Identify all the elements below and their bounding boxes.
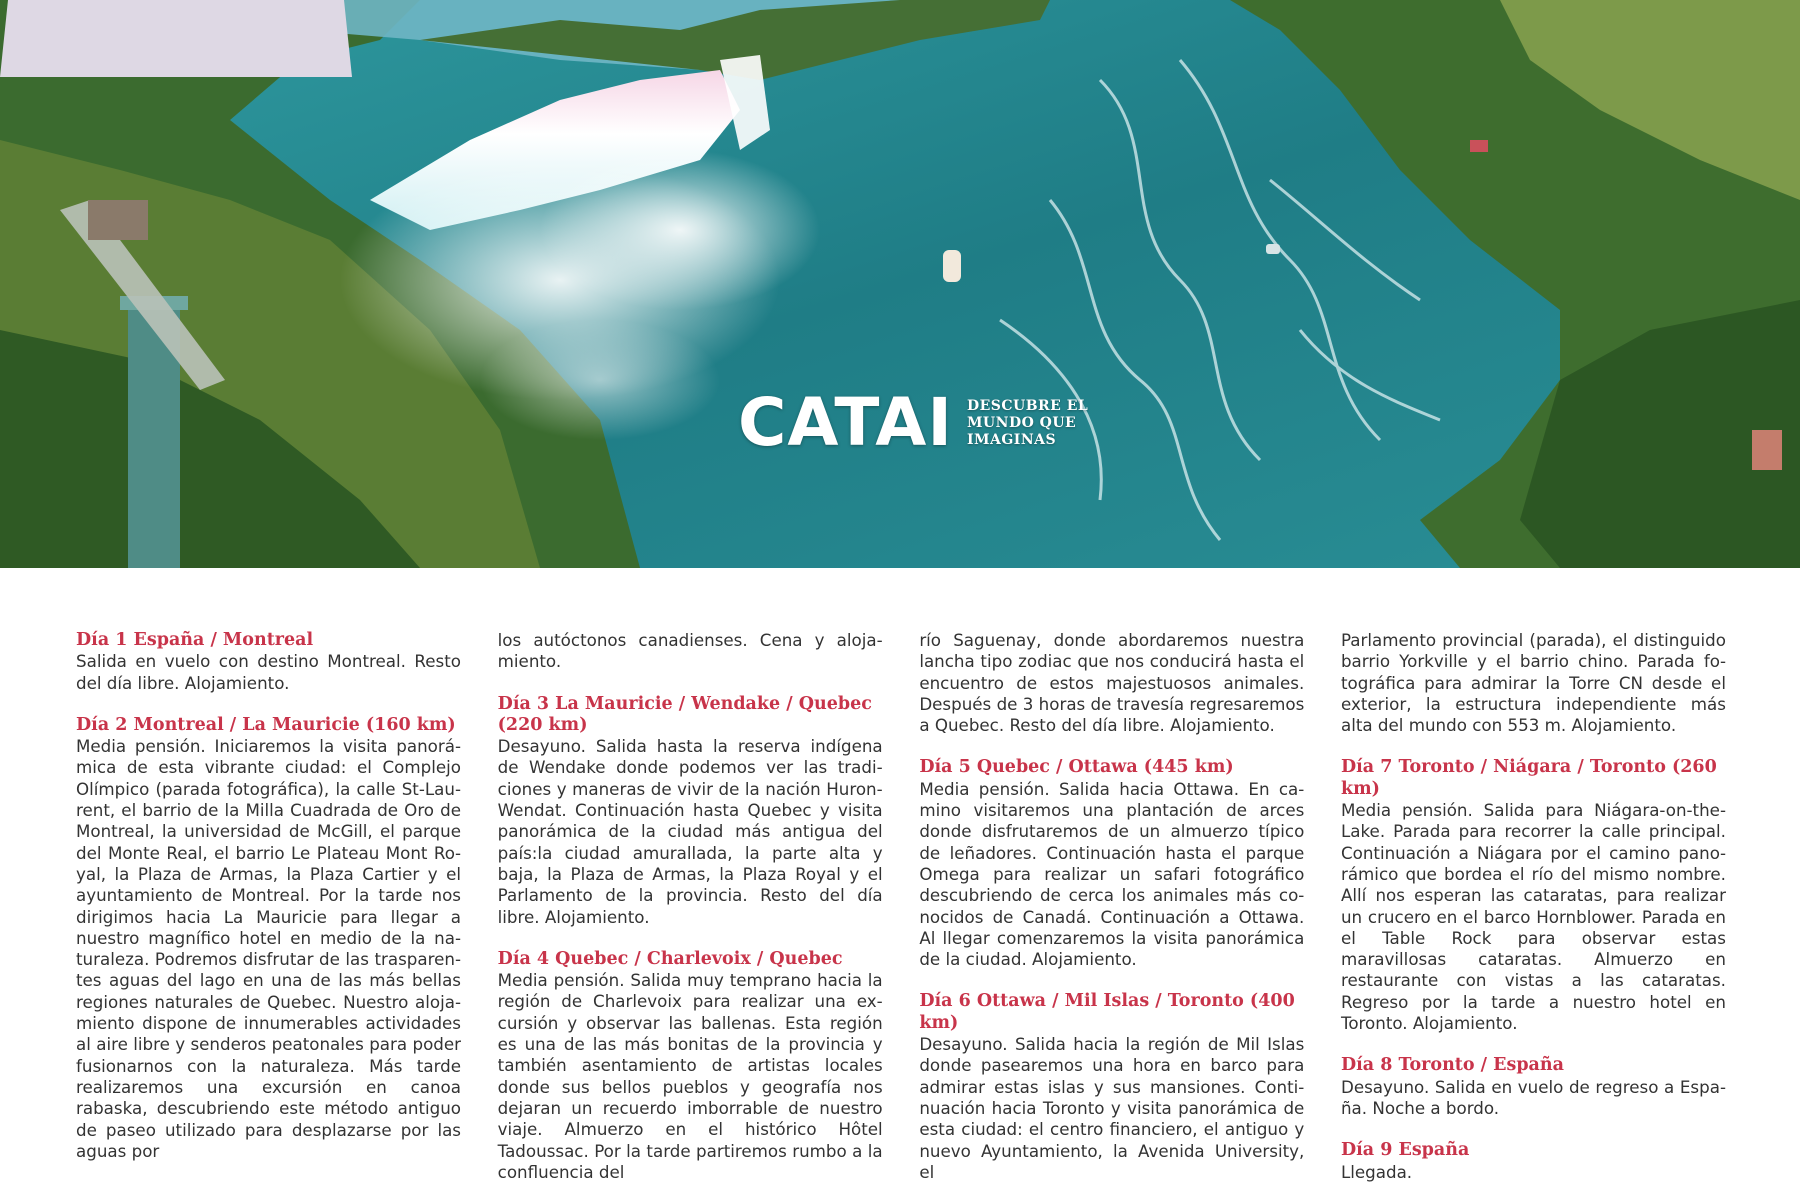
day-title: Día 4 Quebec / Charlevoix / Quebec <box>497 948 843 969</box>
brand-logo <box>738 384 1089 461</box>
hero-photo-niagara-falls <box>0 0 1800 568</box>
itinerary-day <box>919 991 1304 1183</box>
brand-name: CATAI <box>738 384 953 461</box>
itinerary <box>76 630 1726 1182</box>
day-description: Media pensión. Salida hacia Ottawa. En camino visitaremos una plantación de arces donde disfrutaremos de un almuerzo típico de leñadores. Continuación hasta el parque Omega para realizar un safari fotográfico descubriendo de cerca los animales más conocidos de Canadá. Continuación a Ottawa. Al llegar comenzaremos la visita panorámica de la ciudad. Alojamiento. <box>919 778 1305 970</box>
day-description: Desayuno. Salida en vuelo de regreso a España. Noche a bordo. <box>1340 1076 1726 1118</box>
itinerary-day <box>1341 757 1726 1034</box>
day-title: Día 3 La Mauricie / Wendake / Quebec (220 km) <box>497 693 872 735</box>
continued-text: los autóctonos canadienses. Cena y alojamiento. <box>497 630 883 672</box>
day-title: Día 1 España / Montreal <box>76 630 314 650</box>
day-title: Día 2 Montreal / La Mauricie (160 km) <box>76 714 456 735</box>
niagara-aerial-illustration <box>0 0 1800 568</box>
day-description: Media pensión. Salida para Niágara-on-the-Lake. Parada para recorrer la calle principal. Continuación a Niágara por el camino panorámico que bordea el río del mismo nombre. Allí nos esperan las cataratas, para realizar un crucero en el barco Hornblower. Parada en el Table Rock para observar estas maravillosas cataratas. Almuerzo en restaurante con vistas a las cataratas. Regreso por la tarde a nuestro hotel en Toronto. Alojamiento. <box>1340 800 1726 1034</box>
itinerary-day <box>498 949 883 1183</box>
day-description: Salida en vuelo con destino Montreal. Resto del día libre. Alojamiento. <box>76 651 461 693</box>
itinerary-day <box>76 630 461 694</box>
tagline-line: MUNDO QUE <box>966 414 1077 431</box>
itinerary-column-3 <box>919 630 1305 1182</box>
itinerary-column-4 <box>1340 630 1726 1182</box>
continued-text: río Saguenay, donde abordaremos nuestra lancha tipo zodiac que nos conducirá hasta el encuentro de estos majestuosos animales. Después de 3 horas de travesía regresaremos a Quebec. Resto del día libre. Alojamiento. <box>919 630 1305 736</box>
itinerary-column-2 <box>497 630 883 1182</box>
itinerary-column-1 <box>76 630 461 1161</box>
day-description: Desayuno. Salida hasta la reserva indígena de Wendake donde podemos ver las tradiciones y maneras de vivir de la nación Huron-Wendat. Continuación hasta Quebec y visita panorámica de la ciudad más antigua del país:la ciudad amurallada, la parte alta y baja, la Plaza de Armas, la Plaza Royal y el Parlamento de la provincia. Resto del día libre. Alojamiento. <box>497 736 883 927</box>
tagline-line: DESCUBRE EL <box>966 397 1089 414</box>
day-title: Día 8 Toronto / España <box>1340 1055 1564 1076</box>
day-title: Día 6 Ottawa / Mil Islas / Toronto (400 km) <box>919 991 1295 1033</box>
day-description: Llegada. <box>1340 1161 1413 1182</box>
itinerary-day <box>76 715 461 1162</box>
itinerary-day <box>498 694 883 928</box>
decorative-tab <box>0 0 352 77</box>
brand-tagline <box>967 398 1088 449</box>
itinerary-day <box>1341 1140 1726 1183</box>
tagline-line: IMAGINAS <box>966 431 1057 448</box>
day-description: Media pensión. Salida muy temprano hacia la región de Charlevoix para realizar una excursión y observar las ballenas. Esta región es una de las más bonitas de la provincia y también asentamiento de artistas locales donde sus bellos pueblos y geografía nos dejaran un recuerdo imborrable de nuestro viaje. Almuerzo en el histórico Hôtel Tadoussac. Por la tarde partiremos rumbo a la confluencia del <box>497 970 883 1182</box>
itinerary-day <box>919 757 1304 970</box>
continued-text: Parlamento provincial (parada), el distinguido barrio Yorkville y el barrio chino. Parada fotográfica para admirar la Torre CN desde el exterior, la estructura independiente más alta del mundo con 553 m. Alojamiento. <box>1340 630 1726 736</box>
day-description: Desayuno. Salida hacia la región de Mil Islas donde pasearemos una hora en barco para admirar estas islas y sus mansiones. Continuación hacia Toronto y visita panorámica de esta ciudad: el centro financiero, el antiguo y nuevo Ayuntamiento, la Avenida University, el <box>919 1034 1305 1182</box>
day-description: Media pensión. Iniciaremos la visita panorámica de esta vibrante ciudad: el Complejo Olímpico (parada fotográfica), la calle St-Laurent, el barrio de la Milla Cuadrada de Oro de Montreal, la universidad de McGill, el parque del Monte Real, el barrio Le Plateau Mont Royal, la Plaza de Armas, la Plaza Cartier y el ayuntamiento de Montreal. Por la tarde nos dirigimos hacia La Mauricie para llegar a nuestro magnífico hotel en medio de la naturaleza. Podremos disfrutar de las trasparentes aguas del lago en una de las más bellas regiones naturales de Quebec. Nuestro alojamiento dispone de innumerables actividades al aire libre y senderos peatonales para poder fusionarnos con la naturaleza. Más tarde realizaremos una excursión en canoa rabaska, descubriendo este método antiguo de paseo utilizado para desplazarse por las aguas por <box>76 736 461 1161</box>
day-title: Día 5 Quebec / Ottawa (445 km) <box>919 757 1234 778</box>
day-title: Día 9 España <box>1340 1140 1470 1161</box>
itinerary-day <box>1341 1055 1726 1119</box>
day-title: Día 7 Toronto / Niágara / Toronto (260 km) <box>1340 757 1717 799</box>
